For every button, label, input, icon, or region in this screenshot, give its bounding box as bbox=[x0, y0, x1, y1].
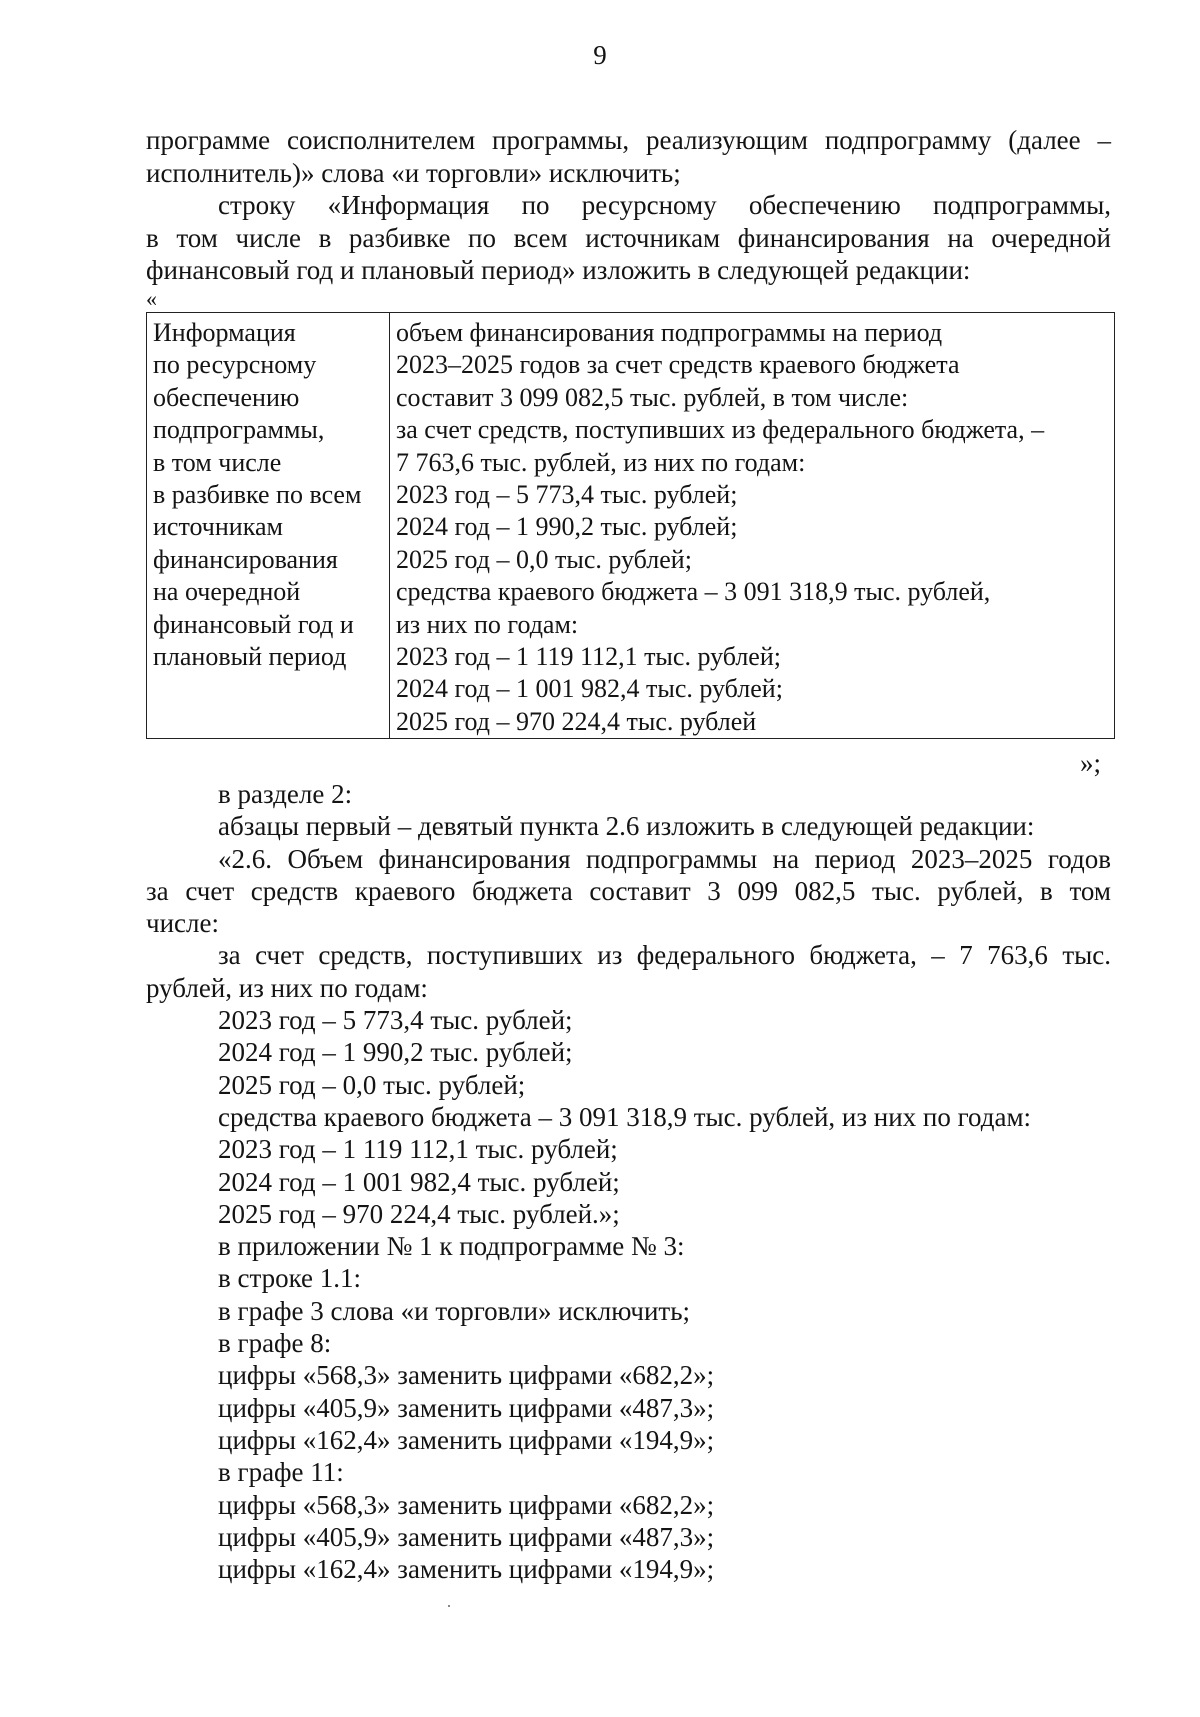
list-item: 2025 год – 0,0 тыс. рублей; bbox=[218, 1069, 526, 1100]
paragraph-line: числе: bbox=[146, 908, 219, 939]
table-cell-value bbox=[390, 313, 1115, 739]
list-item: средства краевого бюджета – 3 091 318,9 тыс. рублей, из них по годам: bbox=[218, 1101, 1032, 1132]
list-item: 2024 год – 1 001 982,4 тыс. рублей; bbox=[218, 1166, 620, 1197]
cell-line: объем финансирования подпрограммы на период bbox=[396, 318, 943, 347]
cell-line: 2024 год – 1 001 982,4 тыс. рублей; bbox=[396, 674, 783, 704]
paragraph-line: финансовый год и плановый период» изложить в следующей редакции: bbox=[146, 255, 971, 285]
paragraph-line: за счет средств, поступивших из федерального бюджета, – 7 763,6 тыс. bbox=[218, 940, 1111, 971]
paragraph-line: строку «Информация по ресурсному обеспечению подпрограммы, bbox=[218, 190, 1111, 220]
list-item: цифры «568,3» заменить цифрами «682,2»; bbox=[218, 1360, 715, 1391]
opening-quote: « bbox=[146, 286, 157, 311]
cell-line: на очередной bbox=[153, 577, 301, 607]
paragraph-line: в разделе 2: bbox=[218, 779, 353, 809]
list-item: в графе 11: bbox=[218, 1457, 344, 1488]
paragraph-line: рублей, из них по годам: bbox=[146, 972, 428, 1003]
body-text bbox=[146, 778, 1111, 1585]
list-item: в строке 1.1: bbox=[218, 1263, 362, 1294]
cell-line: 2025 год – 0,0 тыс. рублей; bbox=[396, 544, 692, 574]
paragraph-line: абзацы первый – девятый пункта 2.6 изложить в следующей редакции: bbox=[218, 811, 1035, 842]
cell-line: 2023 год – 1 119 112,1 тыс. рублей; bbox=[396, 642, 781, 672]
cell-line: в том числе bbox=[153, 447, 282, 477]
table-cell-label bbox=[147, 313, 390, 739]
list-item: цифры «162,4» заменить цифрами «194,9»; bbox=[218, 1554, 715, 1585]
cell-line: 2025 год – 970 224,4 тыс. рублей bbox=[396, 706, 757, 736]
list-item: 2023 год – 5 773,4 тыс. рублей; bbox=[218, 1005, 573, 1036]
cell-line: 2023 год – 5 773,4 тыс. рублей; bbox=[396, 480, 738, 510]
cell-line: финансирования bbox=[153, 544, 338, 574]
paragraph-line: программе соисполнителем программы, реализующим подпрограмму (далее – bbox=[146, 125, 1111, 155]
cell-line: Информация bbox=[153, 318, 296, 347]
resource-info-table bbox=[146, 312, 1115, 739]
cell-line: 2023–2025 годов за счет средств краевого бюджета bbox=[396, 350, 960, 380]
cell-line: средства краевого бюджета – 3 091 318,9 тыс. рублей, bbox=[396, 577, 991, 607]
list-item: в графе 3 слова «и торговли» исключить; bbox=[218, 1295, 691, 1326]
list-item: цифры «405,9» заменить цифрами «487,3»; bbox=[218, 1521, 715, 1552]
cell-line: 2024 год – 1 990,2 тыс. рублей; bbox=[396, 512, 738, 542]
cell-line: подпрограммы, bbox=[153, 415, 325, 445]
cell-line: из них по годам: bbox=[396, 609, 579, 639]
table-row bbox=[147, 313, 1115, 739]
page-number: 9 bbox=[593, 40, 607, 70]
list-item: в приложении № 1 к подпрограмме № 3: bbox=[218, 1231, 685, 1262]
list-item: 2023 год – 1 119 112,1 тыс. рублей; bbox=[218, 1134, 618, 1165]
paragraph-line: исполнитель)» слова «и торговли» исключить; bbox=[146, 157, 681, 188]
cell-line: составит 3 099 082,5 тыс. рублей, в том числе: bbox=[396, 382, 909, 412]
cell-line: в разбивке по всем bbox=[153, 480, 362, 510]
list-item: цифры «162,4» заменить цифрами «194,9»; bbox=[218, 1424, 715, 1455]
scan-speck bbox=[448, 1605, 450, 1607]
paragraph-line: в том числе в разбивке по всем источникам финансирования на очередной bbox=[146, 222, 1111, 253]
list-item: цифры «568,3» заменить цифрами «682,2»; bbox=[218, 1489, 715, 1520]
cell-line: по ресурсному bbox=[153, 350, 317, 380]
list-item: 2024 год – 1 990,2 тыс. рублей; bbox=[218, 1037, 573, 1068]
intro-text bbox=[146, 124, 1111, 287]
cell-line: 7 763,6 тыс. рублей, из них по годам: bbox=[396, 447, 806, 477]
closing-quote: »; bbox=[1080, 748, 1102, 778]
list-item: цифры «405,9» заменить цифрами «487,3»; bbox=[218, 1392, 715, 1423]
list-item: 2025 год – 970 224,4 тыс. рублей.»; bbox=[218, 1198, 620, 1229]
paragraph-line: «2.6. Объем финансирования подпрограммы на период 2023–2025 годов bbox=[218, 843, 1111, 874]
cell-line: плановый период bbox=[153, 642, 347, 672]
cell-line: за счет средств, поступивших из федерального бюджета, – bbox=[396, 415, 1045, 445]
list-item: в графе 8: bbox=[218, 1328, 332, 1359]
paragraph-line: за счет средств краевого бюджета составит 3 099 082,5 тыс. рублей, в том bbox=[146, 875, 1111, 906]
cell-line: финансовый год и bbox=[153, 609, 354, 639]
cell-line: источникам bbox=[153, 512, 283, 542]
cell-line: обеспечению bbox=[153, 382, 300, 412]
